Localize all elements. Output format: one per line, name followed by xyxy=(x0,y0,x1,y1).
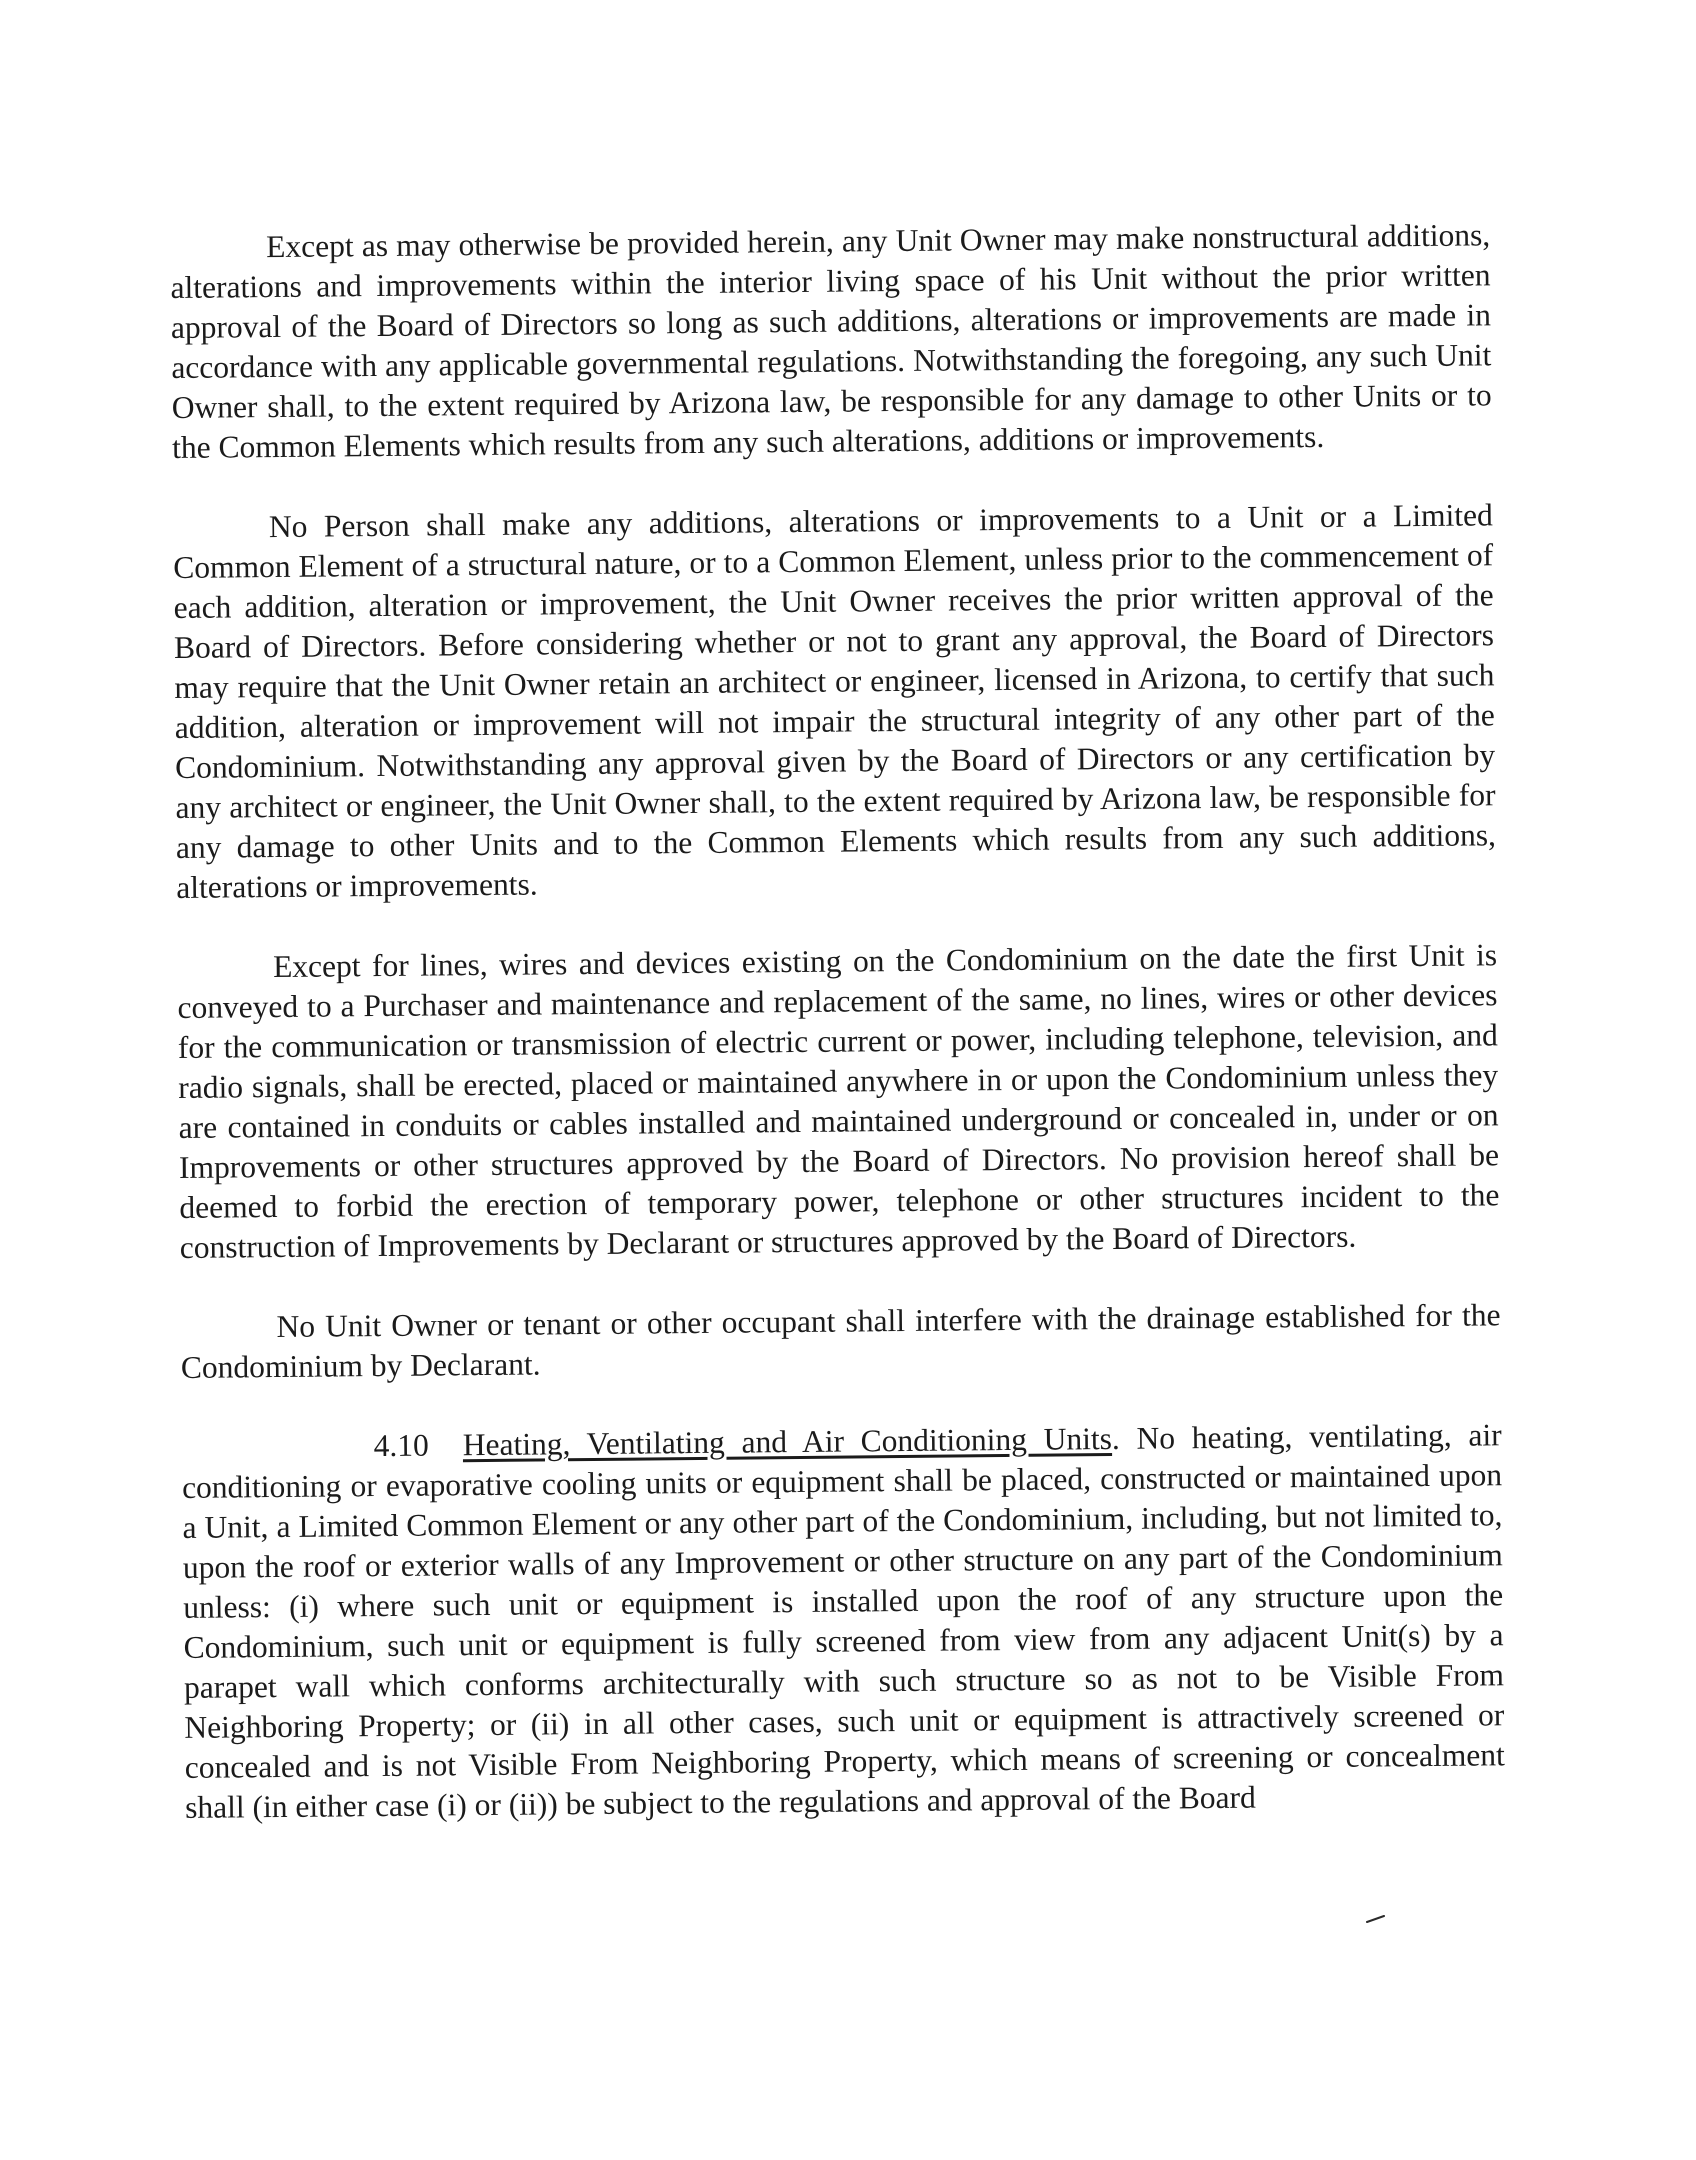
document-body xyxy=(170,215,1505,1828)
paragraph-drainage: No Unit Owner or tenant or other occupant shall interfere with the drainage established for the Condominium by Declarant. xyxy=(180,1297,1501,1385)
pen-mark-icon xyxy=(1366,1914,1386,1924)
section-number: 4.10 xyxy=(373,1427,429,1464)
section-body-text: No heating, ventilating, air conditioning or evaporative cooling units or equipment shall be placed, constructed or maintained upon a Unit, a Limited Common Element or any other part of the Condominium, including, but not limited to, upon the roof or exterior walls of any Improvement or other structure on any part of the Condominium unless: (i) where such unit or equipment is installed upon the roof of any structure upon the Condominium, such unit or equipment is fully screened from view from any adjacent Unit(s) by a parapet wall which conforms architecturally with such structure so as not to be Visible From Neighboring Property; or (ii) in all other cases, such unit or equipment is attractively screened or concealed and is not Visible From Neighboring Property, which means of screening or concealment shall (in either case (i) or (ii)) be subject to the regulations and approval of the Board xyxy=(181,1417,1505,1825)
section-title: Heating, Ventilating and Air Conditioning Units xyxy=(462,1421,1113,1463)
section-4-10 xyxy=(182,1415,1506,1828)
paragraph-nonstructural-additions: Except as may otherwise be provided herein, any Unit Owner may make nonstructural additions, alterations and improvements within the interior living space of his Unit without the prior written approval of the Board of Directors so long as such additions, alterations or improvements are made in accordance with any applicable governmental regulations. Notwithstanding the foregoing, any such Unit Owner shall, to the extent required by Arizona law, be responsible for any damage to other Units or to the Common Elements which results from any such alterations, additions or improvements. xyxy=(170,217,1492,465)
paragraph-lines-and-wires: Except for lines, wires and devices existing on the Condominium on the date the first Unit is conveyed to a Purchaser and maintenance and replacement of the same, no lines, wires or other devices for the communication or transmission of electric current or power, including telephone, television, and radio signals, shall be erected, placed or maintained anywhere in or upon the Condominium unless they are contained in conduits or cables installed and maintained underground or concealed in, under or on Improvements or other structures approved by the Board of Directors. No provision hereof shall be deemed to forbid the erection of temporary power, telephone or other structures incident to the construction of Improvements by Declarant or structures approved by the Board of Directors. xyxy=(177,937,1500,1265)
section-title-period: . xyxy=(1111,1420,1120,1457)
paragraph-structural-additions: No Person shall make any additions, alterations or improvements to a Unit or a Limited Common Element of a structural nature, or to a Common Element, unless prior to the commencement of each addition, alteration or improvement, the Unit Owner receives the prior written approval of the Board of Directors. Before considering whether or not to grant any approval, the Board of Directors may require that the Unit Owner retain an architect or engineer, licensed in Arizona, to certify that such addition, alteration or improvement will not impair the structural integrity of any other part of the Condominium. Notwithstanding any approval given by the Board of Directors or any certification by any architect or engineer, the Unit Owner shall, to the extent required by Arizona law, be responsible for any damage to other Units and to the Common Elements which results from any such additions, alterations or improvements. xyxy=(173,497,1497,905)
